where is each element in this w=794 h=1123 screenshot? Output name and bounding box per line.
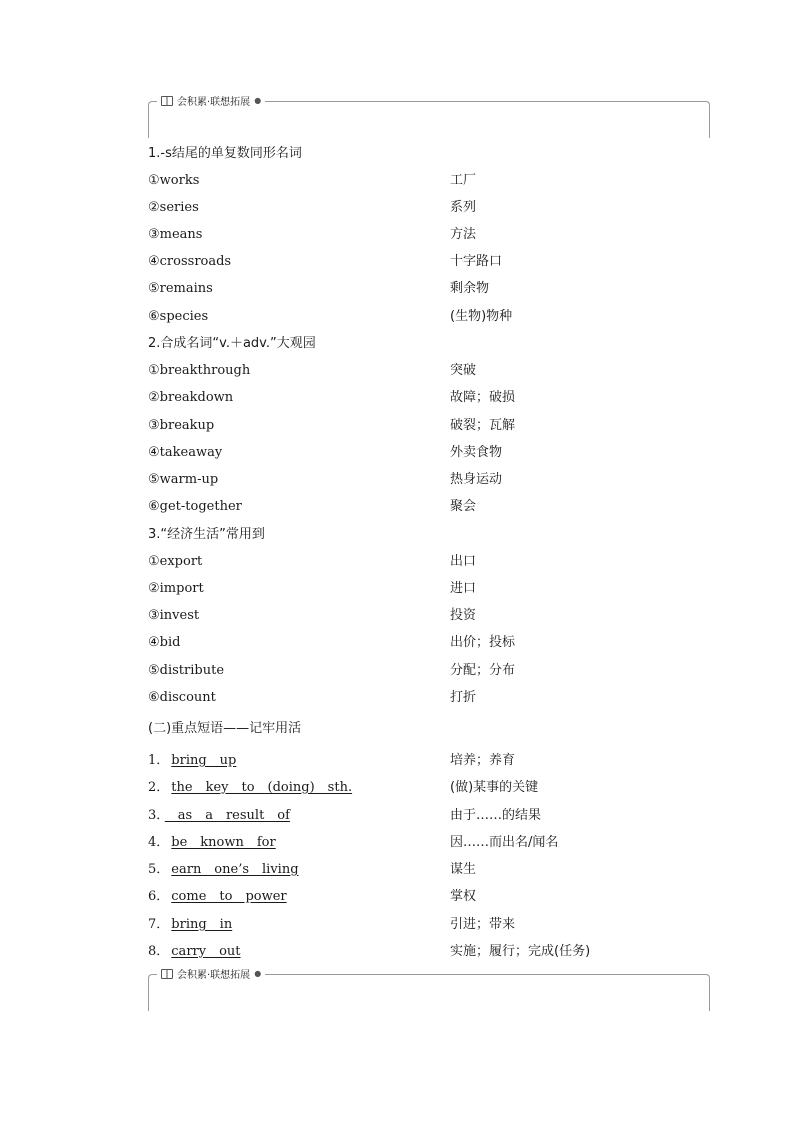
phrase-zh: 实施；履行；完成(任务) [450,944,591,959]
phrase-zh: 由于……的结果 [450,808,542,823]
term-zh: 出价；投标 [450,635,516,650]
phrase-item [148,887,708,907]
term-en: ④takeaway [148,445,223,460]
list-item [148,361,708,381]
list-item [148,307,708,327]
phrase-number: 1． [148,753,170,768]
term-en: ⑥species [148,309,209,324]
phrase-en: bring up [171,753,237,768]
heading-1: 1.-s结尾的单复数同形名词 [148,146,302,161]
term-zh: 打折 [450,690,477,705]
list-item [148,443,708,463]
list-item [148,470,708,490]
term-en: ①export [148,554,203,569]
phrase-zh: (做)某事的关键 [450,780,539,795]
phrase-item [148,751,708,771]
term-zh: 破裂；瓦解 [450,418,516,433]
phrase-number: 4． [148,835,170,850]
list-item [148,552,708,572]
term-zh: 故障；破损 [450,390,516,405]
section-frame-bottom [148,969,710,1011]
phrase-en: carry out [171,944,241,959]
list-item [148,688,708,708]
term-en: ①works [148,173,200,188]
book-icon [161,96,173,106]
term-en: ②series [148,200,199,215]
phrase-number: 2． [148,780,170,795]
dot-icon: ● [254,96,262,105]
term-zh: 系列 [450,200,477,215]
list-item [148,497,708,517]
phrase-zh: 掌权 [450,889,477,904]
term-zh: 聚会 [450,499,477,514]
term-zh: 进口 [450,581,477,596]
term-en: ⑤remains [148,281,213,296]
term-en: ②import [148,581,204,596]
dot-icon: ● [254,969,262,978]
phrase-en: be known for [171,835,276,850]
term-zh: (生物)物种 [450,309,513,324]
term-zh: 出口 [450,554,477,569]
term-en: ④bid [148,635,181,650]
section-tag [157,966,265,981]
section-tag-label: 会积累·联想拓展 [177,97,251,108]
term-zh: 剩余物 [450,281,490,296]
list-item [148,633,708,653]
phrase-en: bring in [171,917,233,932]
list-item [148,198,708,218]
phrase-number: 8． [148,944,170,959]
phrase-item [148,833,708,853]
heading-3: 3.“经济生活”常用到 [148,527,265,542]
heading-4: (二)重点短语——记牢用活 [148,721,302,736]
term-zh: 分配；分布 [450,663,516,678]
term-en: ⑥discount [148,690,216,705]
heading-2: 2.合成名词“v.＋adv.”大观园 [148,336,316,351]
phrase-en: the key to (doing) sth. [171,780,353,795]
term-zh: 热身运动 [450,472,503,487]
list-item [148,661,708,681]
term-zh: 工厂 [450,173,477,188]
phrase-number: 6． [148,889,170,904]
term-zh: 外卖食物 [450,445,503,460]
phrase-number: 7． [148,917,170,932]
list-item [148,579,708,599]
term-zh: 投资 [450,608,477,623]
phrase-item [148,860,708,880]
phrase-number: 5． [148,862,170,877]
list-item [148,416,708,436]
term-en: ⑤distribute [148,663,225,678]
term-en: ⑥get-together [148,499,242,514]
phrase-item [148,915,708,935]
phrase-zh: 培养；养育 [450,753,516,768]
term-en: ⑤warm-up [148,472,219,487]
section-tag-label: 会积累·联想拓展 [177,970,251,981]
section-tag [157,93,265,108]
term-zh: 方法 [450,227,477,242]
term-en: ①breakthrough [148,363,251,378]
phrase-zh: 引进；带来 [450,917,516,932]
phrase-item [148,778,708,798]
term-en: ③breakup [148,418,215,433]
term-en: ③means [148,227,203,242]
list-item [148,279,708,299]
phrase-item [148,942,708,962]
list-item [148,606,708,626]
phrase-en: come to power [171,889,287,904]
section-frame-top [148,96,710,138]
list-item [148,388,708,408]
term-zh: 突破 [450,363,477,378]
list-item [148,252,708,272]
phrase-en: as a result of [164,808,290,823]
term-en: ②breakdown [148,390,234,405]
phrase-number: 3． [148,808,163,823]
list-item [148,171,708,191]
phrase-zh: 因……而出名/闻名 [450,835,559,850]
term-en: ④crossroads [148,254,232,269]
phrase-item [148,806,708,826]
term-zh: 十字路口 [450,254,503,269]
phrase-en: earn one’s living [171,862,299,877]
term-en: ③invest [148,608,200,623]
book-icon [161,969,173,979]
phrase-zh: 谋生 [450,862,477,877]
list-item [148,225,708,245]
